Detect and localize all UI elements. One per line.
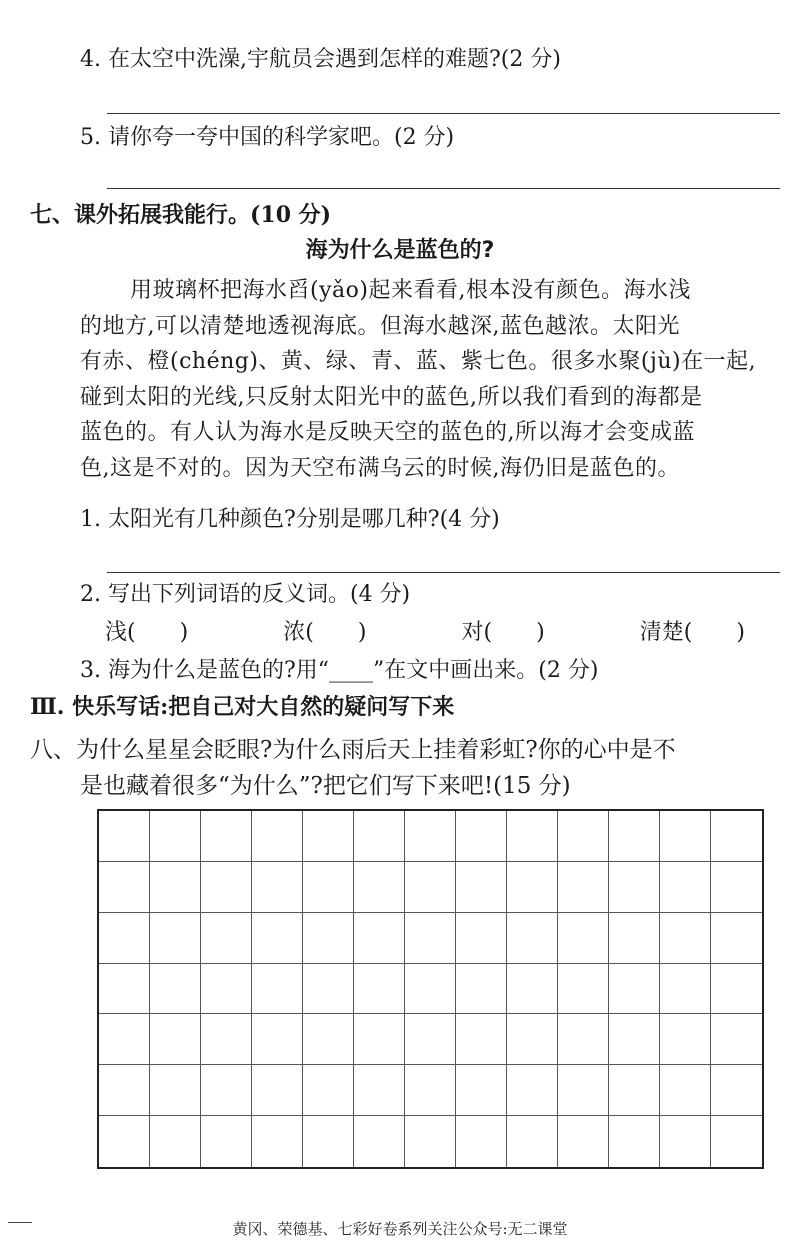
footer-text: 黄冈、荣德基、七彩好卷系列关注公众号:无二课堂 (232, 1220, 568, 1238)
grid-cell[interactable] (558, 862, 609, 913)
question-7-1: 1. 太阳光有几种颜色?分别是哪几种?(4 分) (80, 507, 500, 532)
grid-cell[interactable] (405, 913, 456, 964)
passage-body (80, 273, 780, 486)
grid-cell[interactable] (252, 913, 303, 964)
grid-cell[interactable] (201, 1014, 252, 1065)
grid-cell[interactable] (711, 1116, 762, 1167)
grid-cell[interactable] (201, 811, 252, 862)
answer-line-7-1[interactable] (107, 572, 780, 573)
grid-cell[interactable] (201, 862, 252, 913)
grid-cell[interactable] (507, 964, 558, 1015)
grid-cell[interactable] (558, 1116, 609, 1167)
grid-cell[interactable] (252, 964, 303, 1015)
grid-cell[interactable] (354, 1065, 405, 1116)
grid-cell[interactable] (609, 1116, 660, 1167)
grid-cell[interactable] (252, 862, 303, 913)
grid-cell[interactable] (507, 1014, 558, 1065)
grid-cell[interactable] (507, 811, 558, 862)
passage-line: 用玻璃杯把海水舀(yǎo)起来看看,根本没有颜色。海水浅 (130, 278, 691, 303)
grid-cell[interactable] (558, 1014, 609, 1065)
grid-cell[interactable] (660, 862, 711, 913)
grid-cell[interactable] (456, 811, 507, 862)
grid-cell[interactable] (150, 1065, 201, 1116)
grid-cell[interactable] (252, 1116, 303, 1167)
answer-line-q5[interactable] (107, 188, 780, 189)
grid-cell[interactable] (609, 1065, 660, 1116)
grid-cell[interactable] (99, 1065, 150, 1116)
grid-cell[interactable] (252, 811, 303, 862)
grid-cell[interactable] (99, 1014, 150, 1065)
grid-cell[interactable] (405, 862, 456, 913)
grid-cell[interactable] (660, 913, 711, 964)
grid-cell[interactable] (354, 1116, 405, 1167)
antonym-item-thick[interactable]: 浓( ) (283, 620, 367, 645)
grid-cell[interactable] (507, 1065, 558, 1116)
grid-cell[interactable] (507, 913, 558, 964)
grid-cell[interactable] (456, 1014, 507, 1065)
grid-cell[interactable] (609, 811, 660, 862)
grid-cell[interactable] (354, 1014, 405, 1065)
grid-cell[interactable] (354, 913, 405, 964)
grid-cell[interactable] (405, 811, 456, 862)
grid-cell[interactable] (303, 811, 354, 862)
grid-cell[interactable] (711, 964, 762, 1015)
grid-cell[interactable] (354, 862, 405, 913)
grid-cell[interactable] (150, 811, 201, 862)
grid-cell[interactable] (150, 964, 201, 1015)
grid-cell[interactable] (354, 964, 405, 1015)
grid-cell[interactable] (609, 964, 660, 1015)
grid-cell[interactable] (660, 1065, 711, 1116)
grid-cell[interactable] (99, 1116, 150, 1167)
question-7-2: 2. 写出下列词语的反义词。(4 分) (80, 582, 411, 607)
grid-cell[interactable] (660, 1116, 711, 1167)
grid-cell[interactable] (711, 1065, 762, 1116)
grid-cell[interactable] (558, 913, 609, 964)
grid-cell[interactable] (201, 1116, 252, 1167)
passage-line: 蓝色的。有人认为海水是反映天空的蓝色的,所以海才会变成蓝 (80, 420, 695, 445)
answer-line-q4[interactable] (107, 113, 780, 114)
grid-cell[interactable] (405, 964, 456, 1015)
grid-cell[interactable] (558, 964, 609, 1015)
grid-cell[interactable] (303, 1116, 354, 1167)
grid-cell[interactable] (252, 1014, 303, 1065)
passage-title: 海为什么是蓝色的? (305, 238, 495, 263)
grid-cell[interactable] (303, 1014, 354, 1065)
question-4: 4. 在太空中洗澡,宇航员会遇到怎样的难题?(2 分) (80, 47, 561, 72)
grid-cell[interactable] (201, 913, 252, 964)
grid-cell[interactable] (456, 1065, 507, 1116)
grid-cell[interactable] (711, 862, 762, 913)
grid-cell[interactable] (405, 1065, 456, 1116)
grid-cell[interactable] (150, 913, 201, 964)
section-7-heading: 七、课外拓展我能行。(10 分) (30, 202, 332, 228)
grid-cell[interactable] (660, 811, 711, 862)
grid-cell[interactable] (150, 1116, 201, 1167)
writing-grid[interactable] (97, 809, 764, 1169)
grid-cell[interactable] (456, 913, 507, 964)
grid-cell[interactable] (99, 913, 150, 964)
grid-cell[interactable] (558, 1065, 609, 1116)
grid-cell[interactable] (507, 1116, 558, 1167)
grid-cell[interactable] (405, 1116, 456, 1167)
question-7-3: 3. 海为什么是蓝色的?用“____”在文中画出来。(2 分) (80, 658, 599, 683)
grid-cell[interactable] (660, 964, 711, 1015)
grid-cell[interactable] (303, 964, 354, 1015)
grid-cell[interactable] (558, 811, 609, 862)
antonym-row (105, 618, 745, 648)
grid-cell[interactable] (456, 964, 507, 1015)
grid-cell[interactable] (711, 1014, 762, 1065)
grid-cell[interactable] (201, 964, 252, 1015)
grid-cell[interactable] (405, 1014, 456, 1065)
passage-line: 色,这是不对的。因为天空布满乌云的时候,海仍旧是蓝色的。 (80, 455, 680, 481)
grid-cell[interactable] (150, 1014, 201, 1065)
grid-cell[interactable] (456, 1116, 507, 1167)
grid-cell[interactable] (609, 862, 660, 913)
grid-cell[interactable] (711, 811, 762, 862)
grid-cell[interactable] (711, 913, 762, 964)
grid-cell[interactable] (99, 862, 150, 913)
part-3-heading: Ⅲ. 快乐写话:把自己对大自然的疑问写下来 (30, 694, 455, 720)
grid-cell[interactable] (609, 913, 660, 964)
grid-cell[interactable] (303, 913, 354, 964)
passage-line: 碰到太阳的光线,只反射太阳光中的蓝色,所以我们看到的海都是 (80, 384, 703, 410)
section-8-line-2: 是也藏着很多“为什么”?把它们写下来吧!(15 分) (80, 773, 571, 799)
grid-cell[interactable] (150, 862, 201, 913)
grid-cell[interactable] (660, 1014, 711, 1065)
passage-line: 有赤、橙(chéng)、黄、绿、青、蓝、紫七色。很多水聚(jù)在一起, (80, 349, 757, 374)
antonym-item-clear[interactable]: 清楚( ) (639, 620, 745, 645)
passage-line: 的地方,可以清楚地透视海底。但海水越深,蓝色越浓。太阳光 (80, 313, 680, 339)
grid-cell[interactable] (354, 811, 405, 862)
grid-cell[interactable] (99, 964, 150, 1015)
grid-cell[interactable] (609, 1014, 660, 1065)
grid-cell[interactable] (303, 1065, 354, 1116)
question-5: 5. 请你夸一夸中国的科学家吧。(2 分) (80, 125, 455, 150)
antonym-item-shallow[interactable]: 浅( ) (105, 620, 189, 645)
grid-cell[interactable] (456, 862, 507, 913)
grid-cell[interactable] (507, 862, 558, 913)
grid-cell[interactable] (201, 1065, 252, 1116)
grid-cell[interactable] (252, 1065, 303, 1116)
section-8-line-1: 八、为什么星星会眨眼?为什么雨后天上挂着彩虹?你的心中是不 (30, 737, 676, 763)
antonym-item-correct[interactable]: 对( ) (461, 620, 545, 645)
grid-cell[interactable] (303, 862, 354, 913)
grid-cell[interactable] (99, 811, 150, 862)
